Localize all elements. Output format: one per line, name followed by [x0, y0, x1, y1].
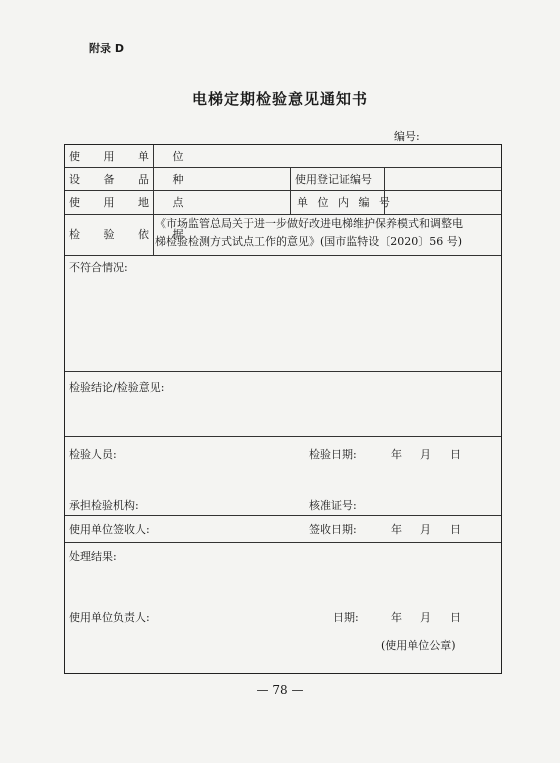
- use-reg-no-label: 使用登记证编号: [295, 173, 372, 186]
- row-divider: [65, 371, 501, 372]
- equipment-type-label: 设 备 品 种: [69, 173, 194, 186]
- date-label: 日期:: [333, 611, 359, 624]
- inspection-date-year: 年: [391, 448, 402, 461]
- row-divider: [65, 436, 501, 437]
- use-location-field[interactable]: [157, 192, 287, 212]
- inspector-label: 检验人员:: [69, 448, 117, 461]
- handling-result-label: 处理结果:: [69, 550, 117, 563]
- date-year: 年: [391, 611, 402, 624]
- use-reg-no-field[interactable]: [387, 169, 497, 189]
- approval-no-label: 核准证号:: [309, 499, 357, 512]
- receipt-date-label: 签收日期:: [309, 523, 357, 536]
- inspection-basis-text-1: 《市场监管总局关于进一步做好改进电梯维护保养模式和调整电: [155, 217, 463, 230]
- receipt-date-day: 日: [450, 523, 461, 536]
- row-divider: [65, 167, 501, 168]
- seal-note: (使用单位公章): [381, 639, 456, 652]
- inspection-basis-label: 检 验 依 据: [69, 228, 194, 241]
- inspection-date-month: 月: [420, 448, 431, 461]
- receipt-date-month: 月: [420, 523, 431, 536]
- inspection-date-day: 日: [450, 448, 461, 461]
- user-unit-field[interactable]: [157, 146, 497, 166]
- date-month: 月: [420, 611, 431, 624]
- internal-no-label: 单 位 内 编 号: [297, 196, 393, 209]
- row-divider: [65, 255, 501, 256]
- inspection-basis-text-2: 梯检验检测方式试点工作的意见》(国市监特设〔2020〕56 号): [155, 235, 463, 248]
- appendix-label: 附录 D: [89, 42, 124, 55]
- column-divider: [290, 167, 291, 214]
- page-title: 电梯定期检验意见通知书: [191, 90, 368, 108]
- date-day: 日: [450, 611, 461, 624]
- use-location-label: 使 用 地 点: [69, 196, 194, 209]
- equipment-type-field[interactable]: [157, 169, 287, 189]
- user-unit-label: 使 用 单 位: [69, 150, 194, 163]
- row-divider: [65, 515, 501, 516]
- row-divider: [65, 214, 501, 215]
- responsible-person-label: 使用单位负责人:: [69, 611, 150, 624]
- row-divider: [65, 542, 501, 543]
- inspection-org-label: 承担检验机构:: [69, 499, 139, 512]
- row-divider: [65, 190, 501, 191]
- inspection-date-label: 检验日期:: [309, 448, 357, 461]
- receipt-date-year: 年: [391, 523, 402, 536]
- internal-no-field[interactable]: [387, 192, 497, 212]
- recipient-label: 使用单位签收人:: [69, 523, 150, 536]
- number-label: 编号:: [394, 130, 420, 143]
- conclusion-label: 检验结论/检验意见:: [69, 381, 165, 394]
- nonconformity-label: 不符合情况:: [69, 261, 128, 274]
- page-number: — 78 —: [256, 683, 304, 697]
- inspection-notice-form: [64, 144, 502, 674]
